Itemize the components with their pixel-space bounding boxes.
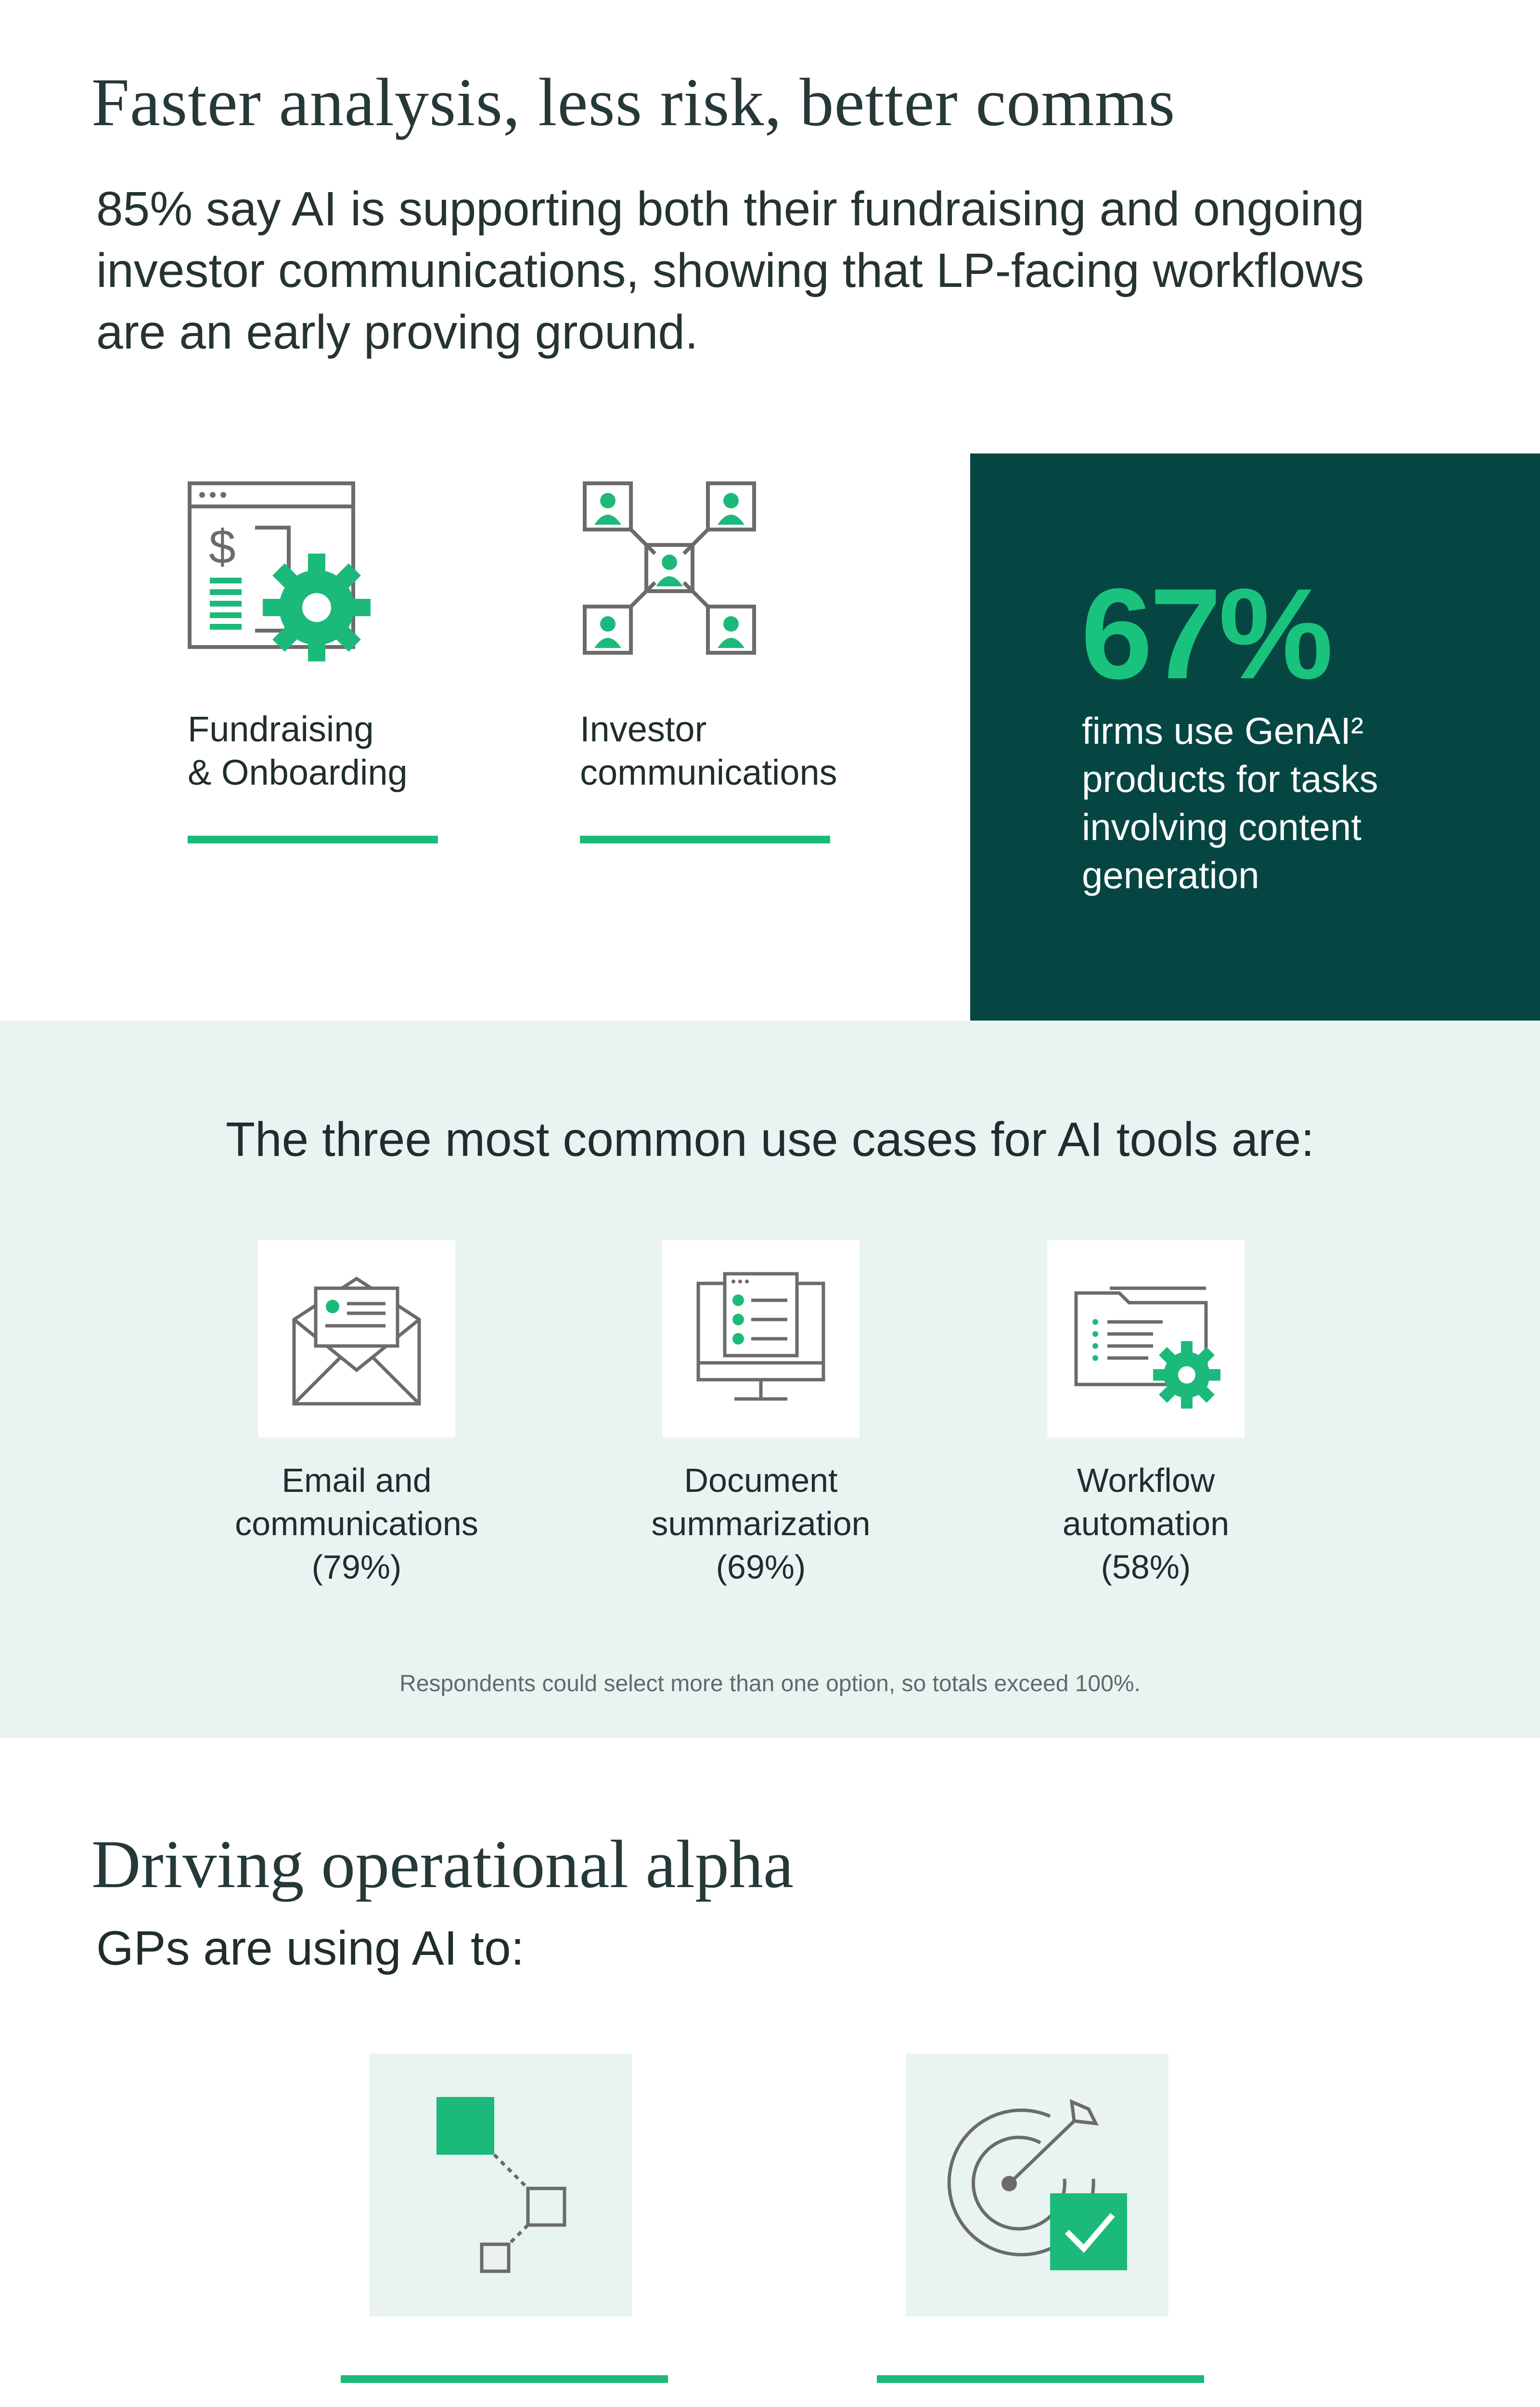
monitor-document-icon (662, 1240, 860, 1437)
feature-label: Investor communications (580, 709, 837, 792)
svg-text:$: $ (209, 520, 236, 574)
envelope-icon (258, 1240, 455, 1437)
use-case-label: Workflow automation (58%) (1062, 1462, 1230, 1586)
stat-box (970, 453, 1540, 1021)
alpha-underline (877, 2375, 1204, 2383)
use-case-card-email (258, 1240, 455, 1437)
feature-investor-communications (580, 481, 869, 857)
section3-title: Driving operational alpha (91, 1826, 794, 1902)
use-case-label: Email and communications (79%) (235, 1462, 478, 1586)
network-people-icon (583, 481, 756, 655)
scale-squares-icon (369, 2054, 632, 2316)
alpha-card-scale (369, 2054, 632, 2316)
alpha-card-advantage (906, 2054, 1168, 2316)
feature-underline (580, 836, 830, 843)
section1-title: Faster analysis, less risk, better comms (91, 64, 1176, 140)
alpha-underline (341, 2375, 668, 2383)
use-cases-title: The three most common use cases for AI tools are: (225, 1113, 1315, 1166)
footnote: Respondents could select more than one option, so totals exceed 100%. (399, 1671, 1141, 1696)
section3-subtitle: GPs are using AI to: (96, 1921, 525, 1975)
feature-label: Fundraising & Onboarding (188, 709, 408, 792)
folder-gear-icon (1047, 1240, 1245, 1437)
use-case-card-document (662, 1240, 860, 1437)
fundraising-gear-icon (188, 481, 380, 664)
feature-underline (188, 836, 438, 843)
stat-description: firms use GenAI² products for tasks involving content generation (1082, 710, 1378, 896)
use-case-label: Document summarization (69%) (651, 1462, 871, 1586)
feature-fundraising (188, 481, 457, 857)
use-case-card-workflow (1047, 1240, 1245, 1437)
section1-intro: 85% say AI is supporting both their fundraising and ongoing investor communications, showing that LP-facing workflows are an early proving ground. (96, 182, 1365, 359)
target-check-icon (906, 2054, 1168, 2316)
stat-value: 67% (1081, 561, 1331, 706)
